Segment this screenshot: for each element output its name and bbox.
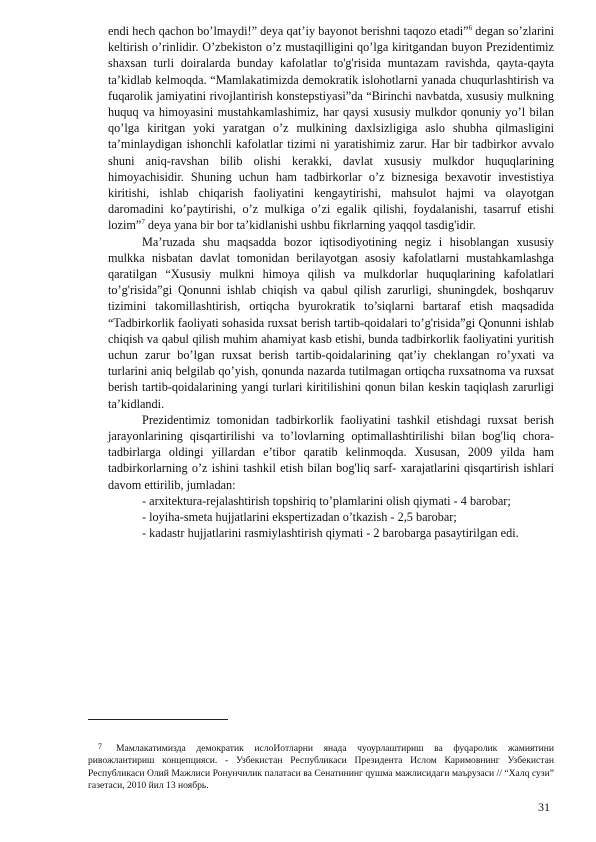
footnote-text: Мамлакатимизда демократик ислоИотларни янада чуоурлаштириш ва фуqаролик жамиятини ривожлантириш концепцияси. - Узбекистан Республикаси Президента Ислом Каримовнинг Узбекистан Республикаси Олий Мажлиси Ронунчилик палатаси ва Сенатининг qушма мажлисидаги маърузаси // “Халq сузи” газетаси, 2010 йил 13 ноябрь. — [88, 743, 554, 792]
list-item: - loyiha-smeta hujjatlarini ekspertizadan o’tkazish - 2,5 barobar; — [142, 510, 457, 525]
footnote-number: 7 — [98, 742, 102, 751]
paragraph-3: Prezidentimiz tomonidan tadbirkorlik faoliyatini tashkil etishdagi ruxsat berish jarayonlarining qisqartirilishi va to’lovlarning optimallashtirilishi bilan bog'liq chora-tadbirlarga oldingi yillardan e’tibor qaratib kelinmoqda. Xususan, 2009 yilda ham tadbirkorlarning o’z ishini tashkil etish bilan bog'liq sarf- xarajatlarini qisqartirish ishlari davom ettirilib, jumladan: — [108, 412, 554, 492]
footnote — [88, 741, 554, 793]
paragraph-1 — [108, 23, 554, 234]
p1-text-c: deya yana bir bor ta’kidlanishi ushbu fikrlarning yaqqol tasdig'idir. — [144, 218, 476, 233]
footnote-separator — [88, 719, 228, 720]
p1-text-b: degan so’zlarini keltirish o’rinlidir. O’zbekiston o’z mustaqilligini qo’lga kiritgandan buyon Prezidentimiz shaxsan turli doiralarda bunday kafolatlar to'g'risida muntazam ravishda, qayta-qayta ta’kidlab kelmoqda. “Mamlakatimizda demokratik islohotlarni yanada chuqurlashtirish va fuqarolik jamiyatini rivojlantirish konstepstiyasi”da “Birinchi navbatda, xususiy mulkning huquq va himoyasini mustahkamlashimiz, har qaysi xususiy mulkdor qonuniy yo’l bilan qo’lga kiritgan yoki yaratgan o’z mulkining daxlsizligiga aslo shubha qilmasligini ta’minlaydigan ishonchli kafolatlar tizimi ni yaratishimiz zarur. Har bir tadbirkor avvalo shuni aniq-ravshan bilib olishi kerakki, davlat xususiy mulkdor huquqlarining himoyachisidir. Shuning uchun ham tadbirkorlar o’z biznesiga bexavotir investistiya kiritishi, ishlab chiqarish faoliyatini kengaytirishi, mahsulot hajmi va olayotgan daromadini ko’paytirishi, o’z mulkiga o’zi egalik qilishi, foydalanishi, tasarruf etishi lozim” — [108, 24, 554, 233]
footnote-ref-7: 7 — [141, 218, 145, 227]
page-number: 31 — [538, 800, 550, 814]
paragraph-2: Ma’ruzada shu maqsadda bozor iqtisodiyotining negiz i hisoblangan xususiy mulkka nisbatan davlat tomonidan berilayotgan asosiy kafolatlarni mustahkamlashga qaratilgan “Xususiy mulkni himoya qilish va mulkdorlar huquqlarining kafolatlari to’g'risida”gi Qonunni ishlab chiqish va qabul qilish zarurligi, shuningdek, boshqaruv tizimini takomillashtirish, ortiqcha byurokratik to’siqlarni bartaraf etish maqsadida “Tadbirkorlik faoliyati sohasida ruxsat berish tartib-qoidalari to’g'risida”gi Qonunni ishlab chiqish va qabul qilish muhim ahamiyat kasb etishi, bunda tadbirkorlik faoliyatini yuritish uchun zarur bo’lgan ruxsat berish tartib-qoidalarining qat’iy cheklangan ro’yxati va turlarini aniq belgilab qo’yish, qonunda nazarda tutilmagan ortiqcha ruxsatnoma va ruxsat berish tartib-qoidalarining yangi turlari kiritilishini qonun bilan keskin taqiqlash zarurligi ta’kidlandi. — [108, 234, 554, 411]
list-item: - arxitektura-rejalashtirish topshiriq to’plamlarini olish qiymati - 4 barobar; — [142, 493, 511, 508]
footnote-ref-6: 6 — [468, 23, 473, 32]
p1-text-a: endi hech qachon bo’lmaydi!” deya qat’iy bayonot berishni taqozo etadi” — [108, 24, 469, 38]
list-item: - kadastr hujjatlarini rasmiylashtirish qiymati - 2 barobarga pasaytirilgan edi. — [142, 526, 519, 541]
main-text — [108, 23, 554, 542]
